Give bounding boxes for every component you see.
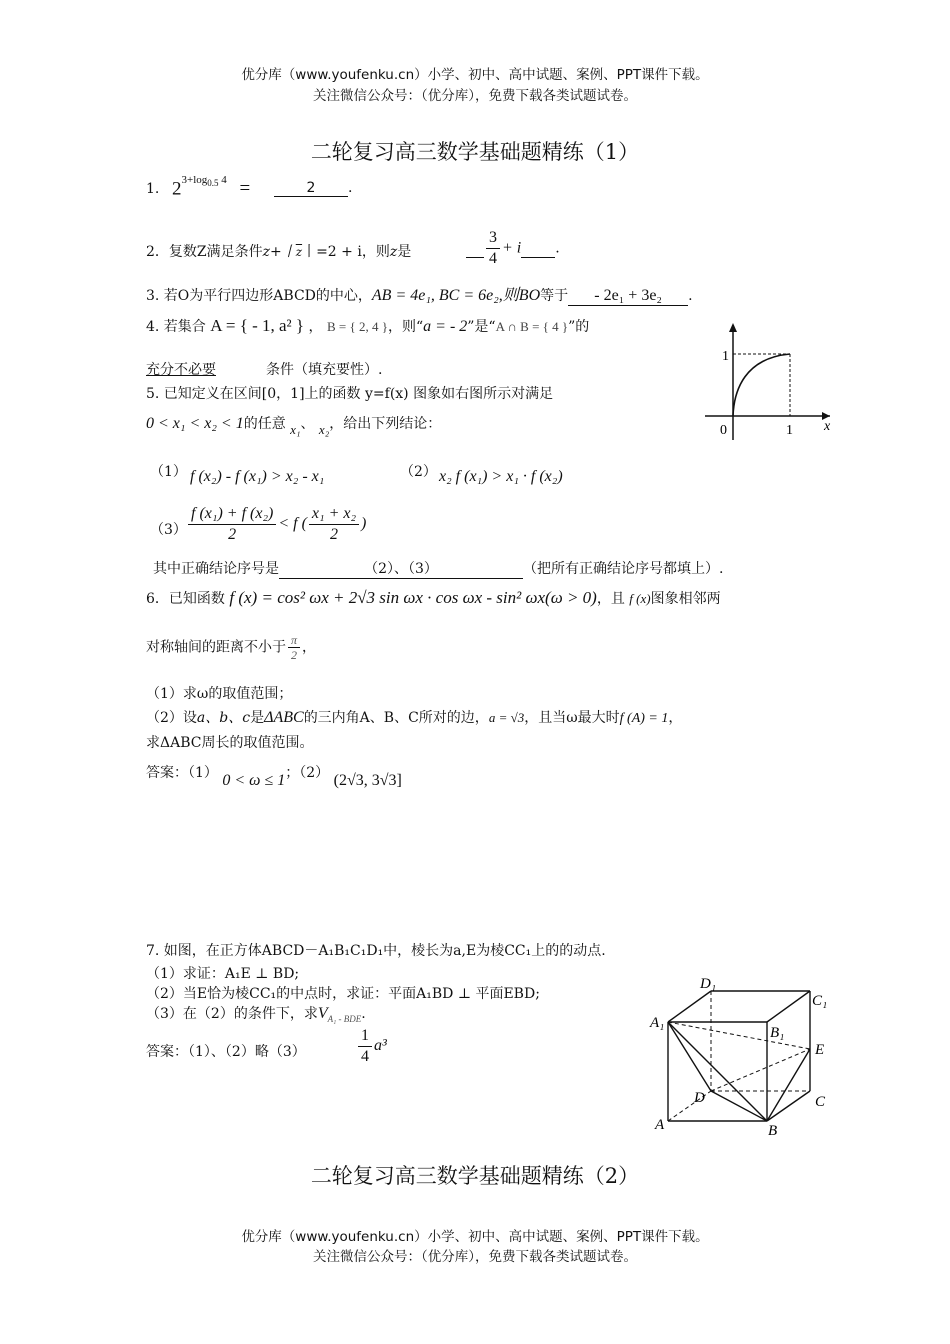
q6-answer bbox=[146, 762, 402, 789]
q7-line-1: 7. 如图，在正方体ABCD－A₁B₁C₁D₁中，棱长为a,E为棱CC₁上的的动点. bbox=[146, 943, 606, 959]
q5-text-b: ，给出下列结论： bbox=[329, 416, 442, 432]
q5-answer-line bbox=[153, 558, 723, 579]
q5-c2: x₂ f (x₁) > x₁ · f (x₂) bbox=[439, 468, 563, 485]
q5-answer: （2）、（3） bbox=[279, 558, 523, 579]
q2-text-c: 是 bbox=[397, 244, 412, 260]
q4-answer: 充分不必要 bbox=[146, 362, 216, 378]
q5-c3-den2: 2 bbox=[329, 526, 338, 543]
q4-text-a: 4. 若集合 bbox=[146, 319, 206, 335]
q5-c3 bbox=[186, 504, 366, 545]
q1-equals: = bbox=[239, 178, 251, 200]
q6-comma: ， bbox=[302, 639, 317, 656]
q4-text-d: ”的 bbox=[568, 319, 590, 335]
label-a1: A₁ bbox=[650, 1015, 665, 1031]
graph-y-tick: 1 bbox=[722, 349, 729, 364]
header-line-1: 优分库（www.youfenku.cn）小学、初中、高中试题、案例、PPT课件下载。 bbox=[241, 67, 709, 83]
q7-sub3 bbox=[146, 1003, 366, 1024]
q2-zbar: $\overline{z}$ bbox=[295, 245, 303, 259]
q7-ans-tail: a³ bbox=[374, 1037, 387, 1055]
q5-x1: x₁ bbox=[290, 422, 301, 437]
q2-ans-den: 4 bbox=[489, 250, 497, 267]
q6-pi-num: π bbox=[288, 633, 300, 648]
q6-fa: f (A) = 1 bbox=[619, 711, 669, 726]
q3-end: . bbox=[688, 288, 693, 304]
q1-expression bbox=[172, 174, 251, 200]
q1-answer: 2 bbox=[274, 180, 348, 197]
q6-sub2-d: ，且当ω最大时 bbox=[524, 710, 620, 726]
q7-sub3-v: V bbox=[317, 1005, 328, 1022]
q6-sub2-a: （2）设 bbox=[146, 710, 197, 726]
section-title-2: 二轮复习高三数学基础题精练（2） bbox=[310, 1164, 640, 1188]
q3-text-a: 3. 若O为平行四边形ABCD的中心， bbox=[146, 288, 372, 304]
q1-base: 2 bbox=[172, 178, 182, 200]
q5-c3-den: 2 bbox=[228, 526, 237, 543]
label-b: B bbox=[768, 1123, 778, 1139]
label-c: C bbox=[815, 1094, 826, 1110]
q4-text-c: ”是“ bbox=[467, 319, 496, 335]
q3-text-b: 等于 bbox=[540, 288, 569, 304]
q6-a-val: a = √3 bbox=[488, 710, 525, 725]
q6-ans1: 0 < ω ≤ 1 bbox=[222, 772, 286, 789]
page-title: 二轮复习高三数学基础题精练（1） bbox=[310, 140, 640, 164]
q2-expr: z+丨 bbox=[262, 244, 296, 260]
q4-set-b: B = { 2, 4 } bbox=[326, 319, 388, 334]
q2-ans-tail: + i bbox=[502, 239, 522, 257]
q1-answer-wrap bbox=[274, 180, 352, 197]
q5-cond: 0 < x₁ < x₂ < 1 bbox=[146, 415, 244, 432]
graph-origin: 0 bbox=[720, 423, 727, 438]
q4-line-2 bbox=[146, 359, 382, 379]
q5-c1: f (x₂) - f (x₁) > x₂ - x₁ bbox=[190, 468, 325, 485]
q6-sub2-b: 是 bbox=[250, 710, 265, 726]
q5-c1-label: （1） bbox=[150, 464, 187, 480]
q7-sub3-end: . bbox=[361, 1006, 366, 1022]
label-c1: C₁ bbox=[812, 993, 828, 1009]
q5-c2-label: （2） bbox=[400, 464, 437, 480]
q2-text-b: ，则 bbox=[361, 244, 390, 260]
line-a1b bbox=[668, 1022, 767, 1121]
q1-number: 1. bbox=[146, 181, 160, 197]
graph-y-arrow bbox=[729, 323, 737, 332]
q6-ans-sep: ；（2） bbox=[285, 765, 330, 781]
q5-c3-label: （3） bbox=[150, 522, 187, 538]
q6-tri: ΔABC bbox=[264, 709, 304, 726]
label-a: A bbox=[655, 1117, 665, 1133]
cube-diagram bbox=[640, 975, 840, 1140]
q5-ans-suffix: （把所有正确结论序号都填上）. bbox=[523, 561, 724, 577]
q5-line-1: 5. 已知定义在区间[0，1]上的函数 y=f(x) 图象如右图所示对满足 bbox=[146, 386, 554, 402]
q4-text-b: ，则“ bbox=[387, 319, 424, 335]
q5-c3-mid: < f ( bbox=[278, 515, 307, 533]
q2-ans-num: 3 bbox=[486, 228, 500, 249]
q1-end: . bbox=[348, 180, 353, 196]
q7-ans-num: 1 bbox=[358, 1026, 372, 1047]
q4-cond: a = - 2 bbox=[423, 318, 468, 335]
edge-a1d1 bbox=[668, 991, 711, 1022]
q6-func: f (x) = cos² ωx + 2√3 sin ωx · cos ωx - sin² ωx(ω > 0) bbox=[229, 588, 597, 607]
q6-line-1 bbox=[146, 588, 721, 608]
q6-text-c: 图象相邻两 bbox=[650, 591, 721, 607]
q5-line-2 bbox=[146, 413, 442, 437]
q7-sub3-a: （3）在（2）的条件下，求 bbox=[146, 1006, 318, 1022]
footer-line-1: 优分库（www.youfenku.cn）小学、初中、高中试题、案例、PPT课件下载。 bbox=[241, 1229, 709, 1245]
q6-sub2-abc: a、b、c bbox=[196, 710, 251, 726]
q6-sub2-e: ， bbox=[668, 710, 683, 726]
q3-line bbox=[146, 282, 693, 306]
q1-exp: 3+log bbox=[181, 174, 208, 186]
q4-text-e: 条件（填充要性）. bbox=[266, 362, 383, 378]
q2-end: . bbox=[555, 240, 560, 257]
function-graph bbox=[700, 320, 840, 440]
q2-line bbox=[146, 241, 411, 261]
q6-sub1: （1）求ω的取值范围； bbox=[146, 686, 293, 702]
line-be bbox=[767, 1049, 810, 1121]
edge-bc bbox=[767, 1091, 810, 1121]
label-d1: D₁ bbox=[700, 976, 717, 992]
q6-sub2-line2: 求ΔABC周长的取值范围。 bbox=[146, 735, 314, 751]
q5-c3-num2: x₁ + x₂ bbox=[309, 504, 359, 525]
q2-z: z bbox=[389, 244, 398, 260]
q5-ans-prefix: 其中正确结论序号是 bbox=[153, 561, 279, 577]
q6-pi-den: 2 bbox=[291, 648, 297, 662]
q1-log-base: 0.5 bbox=[207, 178, 219, 189]
label-e: E bbox=[815, 1042, 825, 1058]
header-line-2: 关注微信公众号：（优分库），免费下载各类试题试卷。 bbox=[313, 88, 637, 104]
q4-cond2: A ∩ B = { 4 } bbox=[495, 319, 569, 334]
q4-line: 4. 若集合 A = { - 1, a² } ， B = { 2, 4 }，则“a = - 2”是“A ∩ B = { 4 }”的 bbox=[146, 316, 590, 335]
q3-answer: - 2e₁ + 3e₂ bbox=[568, 287, 688, 306]
q7-ans-label: 答案：（1）、（2）略（3） bbox=[146, 1044, 306, 1060]
line-a1e-hidden bbox=[668, 1022, 810, 1049]
line-de-hidden bbox=[711, 1049, 810, 1091]
q6-ans-label: 答案：（1） bbox=[146, 765, 218, 781]
q2-answer bbox=[466, 228, 560, 269]
q2-expr2: 丨=2 + i bbox=[302, 244, 362, 260]
edge-b1c1 bbox=[767, 991, 810, 1022]
q7-answer bbox=[146, 1041, 306, 1061]
label-d: D bbox=[694, 1090, 705, 1106]
q7-sub2: （2）当E恰为棱CC₁的中点时，求证：平面A₁BD ⊥ 平面EBD; bbox=[146, 986, 540, 1002]
line-db bbox=[711, 1091, 767, 1121]
q6-text-b: ，且 bbox=[596, 591, 625, 607]
q6-fx: f (x) bbox=[629, 591, 651, 606]
q6-ans2: (2√3, 3√3] bbox=[333, 772, 402, 789]
q6-sub2-c: 的三内角A、B、C所对的边， bbox=[303, 710, 489, 726]
q3-expr: AB = 4e₁, BC = 6e₂,则BO bbox=[371, 287, 541, 304]
q7-ans-den: 4 bbox=[361, 1048, 369, 1065]
q6-sub2 bbox=[146, 707, 682, 727]
graph-x-label: x bbox=[824, 419, 831, 434]
line-a1d bbox=[668, 1022, 711, 1091]
q7-sub1: （1）求证：A₁E ⊥ BD; bbox=[146, 966, 300, 982]
q6-text-a: 6．已知函数 bbox=[146, 591, 225, 607]
q4-set-a: A = { - 1, a² } bbox=[210, 316, 305, 335]
label-b1: B₁ bbox=[770, 1025, 785, 1041]
q5-c3-num: f (x₁) + f (x₂) bbox=[188, 504, 276, 525]
q7-sub3-vsub: A₁ - BDE bbox=[327, 1013, 362, 1024]
q2-text-a: 2．复数Z满足条件 bbox=[146, 244, 263, 260]
q5-sep: 、 bbox=[300, 416, 315, 432]
q5-x2: x₂ bbox=[318, 422, 330, 437]
q7-answer-expr bbox=[356, 1026, 387, 1067]
q6-line-2 bbox=[146, 633, 316, 662]
graph-curve bbox=[733, 354, 790, 416]
graph-x-tick: 1 bbox=[786, 423, 793, 438]
q1-log-arg: 4 bbox=[218, 174, 227, 186]
q5-c3-end: ) bbox=[361, 515, 367, 533]
q6-line2-text: 对称轴间的距离不小于 bbox=[146, 639, 286, 656]
q5-text-a: 的任意 bbox=[243, 416, 286, 432]
footer-line-2: 关注微信公众号：（优分库），免费下载各类试题试卷。 bbox=[313, 1249, 637, 1265]
